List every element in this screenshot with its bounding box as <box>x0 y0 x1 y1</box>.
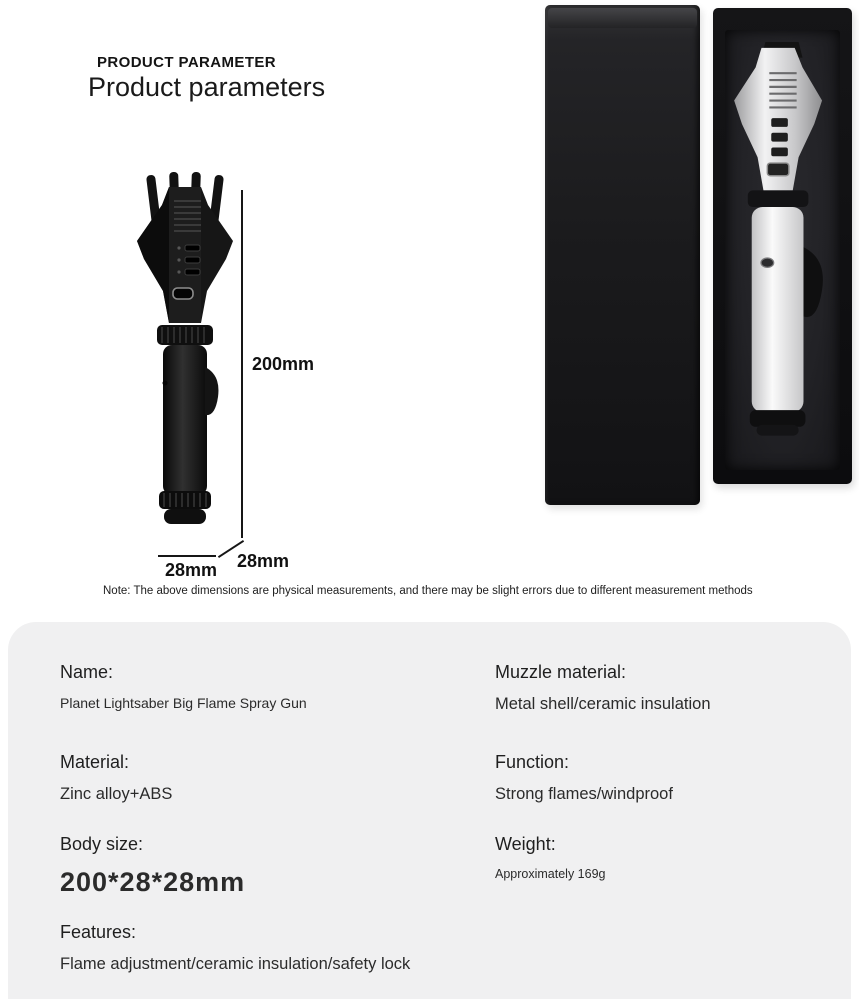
spec-weight-label: Weight: <box>495 834 556 854</box>
spec-material <box>60 752 172 804</box>
spec-muzzle-material-value: Metal shell/ceramic insulation <box>495 695 711 713</box>
spec-material-value: Zinc alloy+ABS <box>60 785 173 803</box>
silver-torch-photo <box>715 40 849 460</box>
page-title: Product parameters <box>88 72 326 102</box>
spec-material-label: Material: <box>60 752 130 772</box>
depth-dimension-label: 28mm <box>237 551 290 571</box>
spec-name-label: Name: <box>60 662 114 682</box>
section-eyebrow: PRODUCT PARAMETER <box>97 54 277 71</box>
spec-function-value: Strong flames/windproof <box>495 785 673 803</box>
width-dimension-line <box>158 555 216 557</box>
height-dimension-line <box>241 190 243 538</box>
spec-function <box>495 752 673 804</box>
spec-name-value: Planet Lightsaber Big Flame Spray Gun <box>60 695 307 711</box>
black-torch-photo <box>133 170 237 540</box>
open-box-photo <box>713 8 852 484</box>
spec-features <box>60 922 410 974</box>
spec-body-size-label: Body size: <box>60 834 144 854</box>
spec-name <box>60 662 307 711</box>
spec-body-size <box>60 834 245 898</box>
spec-weight <box>495 834 605 881</box>
spec-function-label: Function: <box>495 752 570 772</box>
spec-weight-value: Approximately 169g <box>495 867 606 881</box>
box-foam-insert <box>725 30 840 470</box>
spec-muzzle-material-label: Muzzle material: <box>495 662 627 682</box>
spec-features-label: Features: <box>60 922 137 942</box>
spec-muzzle-material <box>495 662 711 714</box>
height-dimension-label: 200mm <box>252 354 315 374</box>
spec-features-value: Flame adjustment/ceramic insulation/safety lock <box>60 955 411 973</box>
measurement-note: Note: The above dimensions are physical measurements, and there may be slight errors due to different measurement methods <box>103 585 753 597</box>
spec-body-size-value: 200*28*28mm <box>60 867 246 897</box>
width-dimension-label: 28mm <box>165 560 218 580</box>
box-lid-photo <box>545 5 700 505</box>
spec-card <box>8 622 851 999</box>
